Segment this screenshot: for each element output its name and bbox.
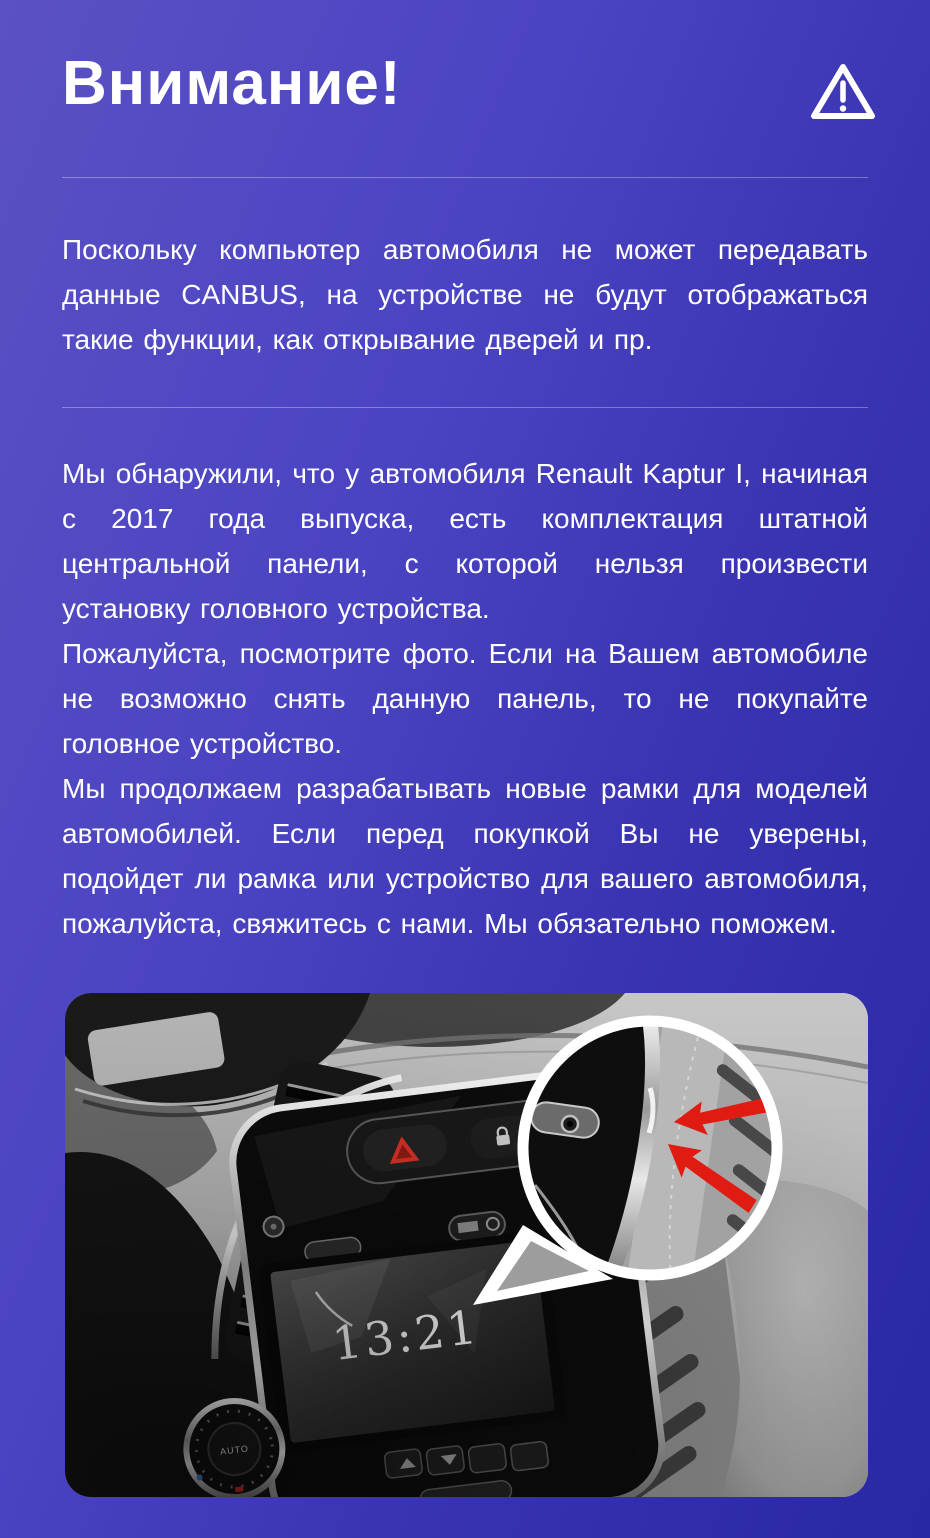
page-title: Внимание! — [62, 49, 402, 118]
warning-triangle-icon — [808, 62, 878, 127]
canbus-paragraph: Поскольку компьютер автомобиля не может передавать данные CANBUS, на устройстве не будут отображаться такие функции, как открывание дверей и пр. — [62, 234, 868, 355]
header — [62, 50, 878, 127]
frames-paragraph: Мы продолжаем разрабатывать новые рамки для моделей автомобилей. Если перед покупкой Вы не уверены, подойдет ли рамка или устройство для вашего автомобиля, пожалуйста, свяжитесь с нами. Мы обязательно поможем. — [62, 773, 868, 939]
divider — [62, 177, 868, 178]
dashboard-photo-scene — [65, 993, 868, 1497]
dashboard-photo — [65, 993, 868, 1497]
divider — [62, 407, 868, 408]
kaptur-paragraph: Мы обнаружили, что у автомобиля Renault Kaptur I, начиная с 2017 года выпуска, есть комплектация штатной центральной панели, с которой нельзя произвести установку головного устройства. — [62, 458, 868, 624]
photo-paragraph: Пожалуйста, посмотрите фото. Если на Вашем автомобиле не возможно снять данную панель, то не покупайте головное устройство. — [62, 638, 868, 759]
notes-block — [62, 451, 868, 946]
